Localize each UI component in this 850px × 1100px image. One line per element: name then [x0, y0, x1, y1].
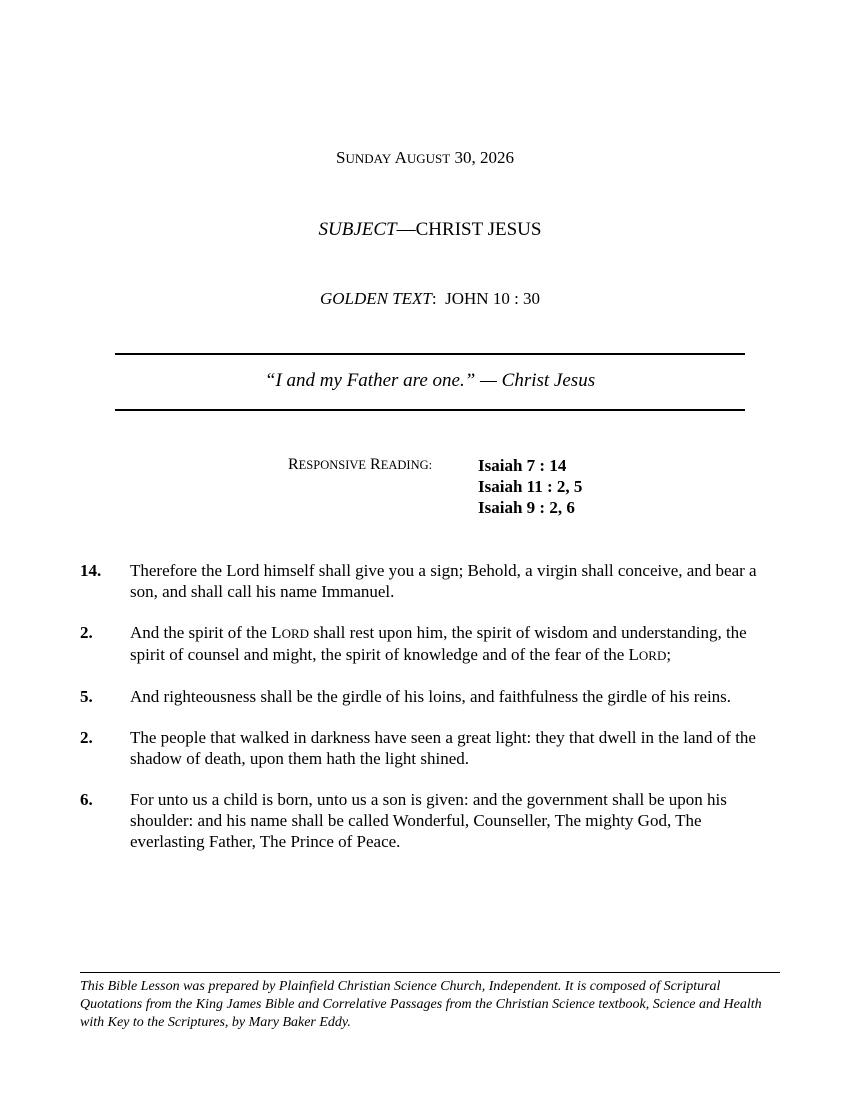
date-day-rest: UNDAY [345, 151, 392, 166]
verse-number: 6. [80, 790, 93, 809]
date-month-rest: UGUST [406, 151, 451, 166]
rr-label-eading: EADING: [380, 458, 433, 472]
golden-text-reference: JOHN 10 : 30 [445, 289, 541, 308]
verse-text: Therefore the Lord himself shall give you a sign; Behold, a virgin shall conceive, and bear a son, and shall call his name Immanuel. [130, 561, 757, 601]
rr-reference: Isaiah 7 : 14 [478, 456, 567, 475]
subject-label: SUBJECT [318, 219, 397, 240]
verse-number: 14. [80, 561, 102, 580]
verse-text-part: And the spirit of the L [130, 623, 282, 642]
footer-note: This Bible Lesson was prepared by Plainfield Christian Science Church, Independent. It is composed of Scriptural Quotations from the King James Bible and Correlative Passages from the Christian Science textbook, Science and Health with Key to the Scriptures, by Mary Baker Eddy. [80, 979, 762, 1030]
rr-reference: Isaiah 11 : 2, 5 [478, 477, 583, 496]
verse-text-part: ; [666, 645, 672, 664]
verse-small-caps: ORD [638, 648, 667, 663]
verse-item [80, 622, 780, 666]
rr-label-r: R [288, 456, 299, 473]
footer-divider [80, 972, 780, 973]
golden-text-colon: : [431, 289, 446, 308]
verse-small-caps: ORD [281, 626, 310, 641]
verse-text: The people that walked in darkness have seen a great light: they that dwell in the land of the shadow of death, upon them hath the light shined. [130, 728, 756, 768]
rr-label-r2: R [370, 456, 381, 473]
date-rest: 30, 2026 [450, 148, 514, 167]
golden-text-label: GOLDEN TEXT [319, 289, 432, 308]
responsive-reading-label [288, 456, 432, 474]
verse-list [80, 560, 780, 872]
verse-number: 2. [80, 623, 93, 642]
lesson-subject [0, 219, 850, 241]
verse-item [80, 560, 780, 602]
lesson-date [0, 148, 850, 168]
verse-text [130, 622, 780, 666]
verse-number: 2. [80, 728, 93, 747]
subject-value: CHRIST JESUS [415, 219, 542, 240]
golden-text-heading [0, 289, 850, 309]
divider-top [115, 353, 745, 355]
rr-reference: Isaiah 9 : 2, 6 [478, 498, 575, 517]
verse-number: 5. [80, 687, 93, 706]
subject-dash: — [396, 219, 416, 240]
divider-bottom [115, 409, 745, 411]
date-month-initial: A [394, 148, 407, 167]
verse-text: For unto us a child is born, unto us a son is given: and the government shall be upon his shoulder: and his name shall be called Wonderful, Counseller, The mighty God, The everlasting Father, The Prince of Peace. [130, 790, 727, 851]
verse-text: And righteousness shall be the girdle of his loins, and faithfulness the girdle of his reins. [130, 687, 732, 706]
verse-text-part: shall rest upon him, the spirit of wisdom and understanding, the spirit of counsel and might, the spirit of knowledge and of the fear of the L [130, 623, 747, 664]
verse-item [80, 686, 780, 707]
rr-label-esponsive: ESPONSIVE [298, 458, 367, 472]
date-day-initial: S [336, 148, 346, 167]
responsive-reading-references [478, 455, 582, 518]
verse-item [80, 789, 780, 852]
verse-item [80, 727, 780, 769]
golden-text-quote: “I and my Father are one.” — Christ Jesus [264, 370, 596, 391]
